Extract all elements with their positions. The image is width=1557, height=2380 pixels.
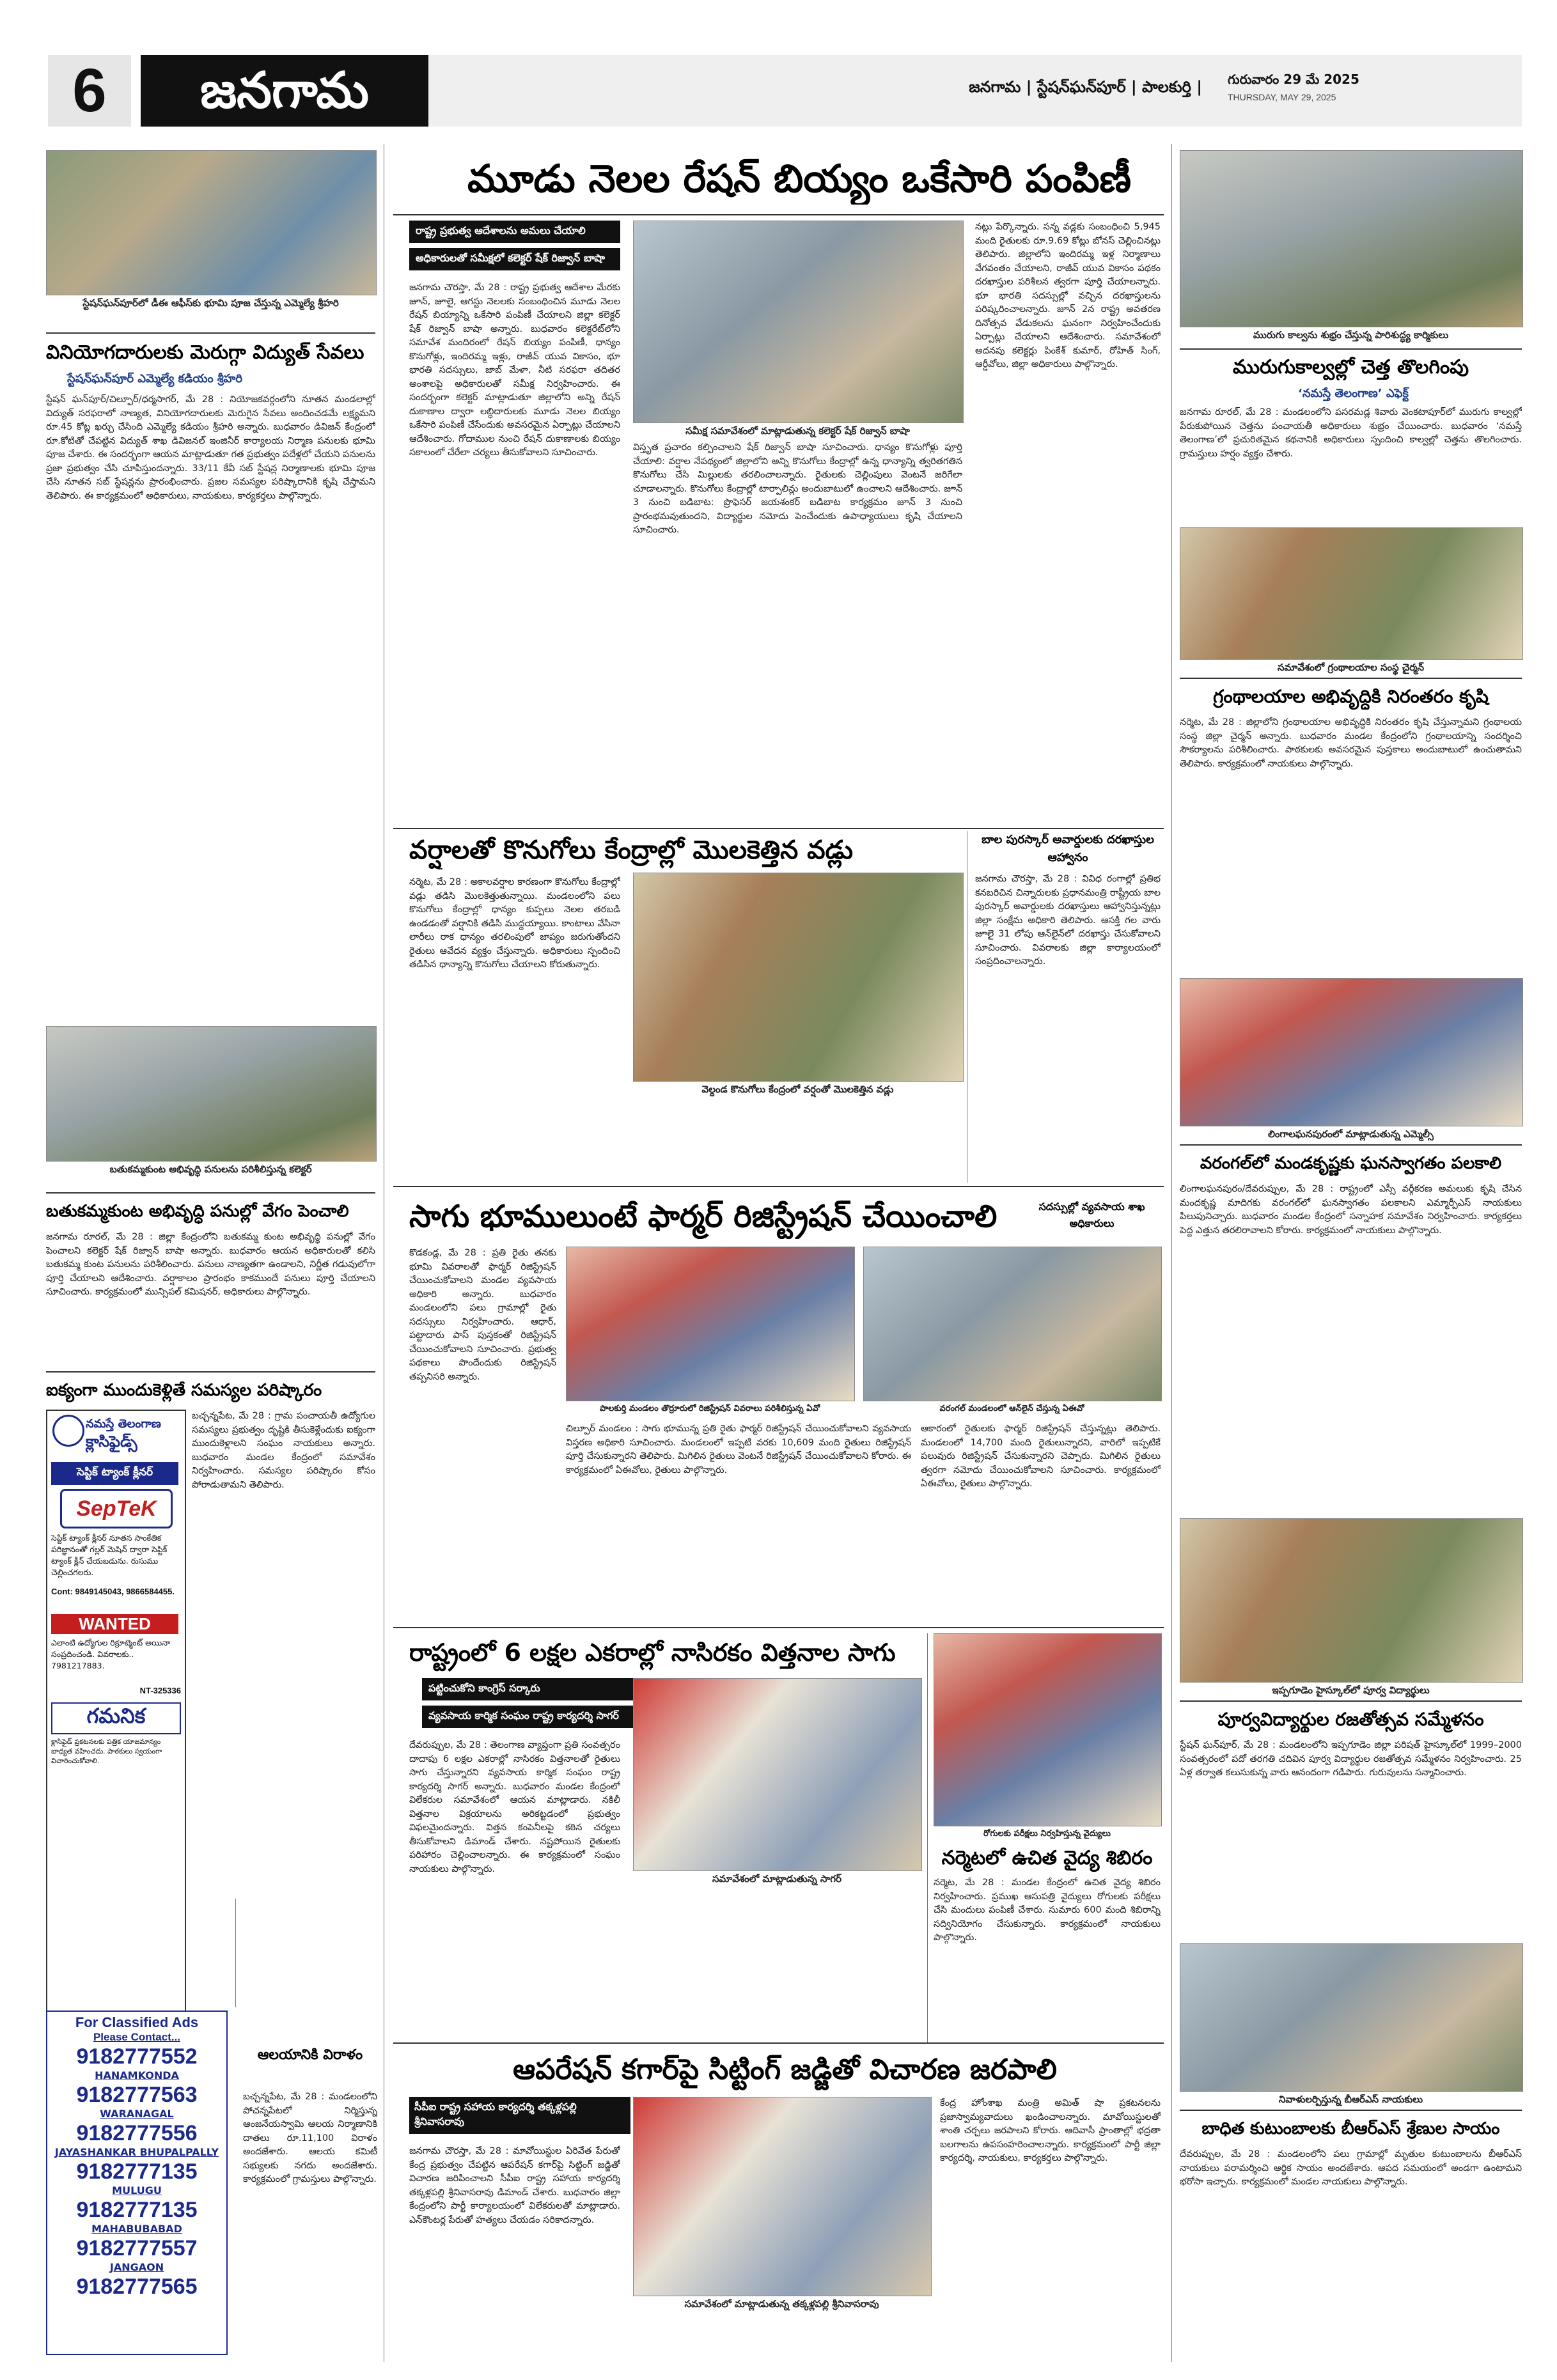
ad-phone[interactable]: 9182777135 — [76, 2159, 198, 2184]
divider — [393, 1627, 1164, 1628]
story-headline: గ్రంథాలయాల అభివృద్ధికి నిరంతరం కృషి — [1213, 686, 1489, 707]
photo-farmer-registration-1 — [566, 1247, 855, 1401]
ad-area: MAHABUBABAD — [91, 2223, 182, 2235]
ad-contact — [47, 2159, 226, 2197]
photo-health-camp — [934, 1633, 1162, 1826]
story-headline: రాష్ట్రంలో 6 లక్షల ఎకరాల్లో నాసిరకం విత్తనాల సాగు — [409, 1638, 896, 1667]
photo-library-meeting — [1180, 527, 1523, 660]
photo-caption: సమావేశంలో గ్రంథాలయాల సంస్థ చైర్మన్ — [1278, 662, 1424, 673]
story-headline: వరంగల్‌లో మండకృష్ణకు ఘనస్వాగతం పలకాలి — [1200, 1154, 1502, 1173]
photo-caption: రోగులకు పరీక్షలు నిర్వహిస్తున్న వైద్యులు — [983, 1829, 1111, 1839]
divider — [1180, 1144, 1522, 1146]
story-body: దేవరుప్పుల, మే 28 : మండలంలోని పలు గ్రామాల్లో మృతుల కుటుంబాలను బీఆర్‌ఎస్ నాయకులు పరామర్శించి ఆర్థిక సాయం అందజేశారు. ఆపద సమయంలో అండగా ఉంటామని భరోసా ఇచ్చారు. కార్యక్రమంలో మండల నాయకులు పాల్గొన్నారు. — [1180, 2149, 1522, 2187]
wanted-code: NT-325336 — [139, 1686, 181, 1695]
story-headline: ఆపరేషన్ కగార్‌పై సిట్టింగ్ జడ్జితో విచారణ జరపాలి — [513, 2053, 1057, 2086]
wanted-title: WANTED — [51, 1614, 178, 1634]
ads-title: For Classified Ads — [75, 2014, 199, 2030]
classified-block — [46, 1410, 186, 2051]
date-en: THURSDAY, MAY 29, 2025 — [1228, 92, 1336, 102]
ad-phone[interactable]: 9182777552 — [76, 2044, 198, 2069]
story-subhead: స్టేషన్‌ఘన్‌పూర్ ఎమ్మెల్యే కడియం శ్రీహరి — [67, 372, 243, 385]
story-body: జనగామ రూరల్, మే 28 : మండలంలోని పసరమడ్ల శివారు వెంకటాపూర్‌లో మురుగు కాల్వల్లో పేరుకుపోయిన చెత్తను పంచాయతీ అధికారులు శుభ్రం చేయించారు. బుధవారం ‘నమస్తే తెలంగాణ’లో ప్రచురితమైన కథనానికి అధికారులు స్పందించి కాల్వల్లో చెత్తను తొలగించారు. గ్రామస్తులు హర్షం వ్యక్తం చేశారు. — [1180, 407, 1522, 459]
page-title: జనగామ — [141, 55, 428, 127]
story-subhead: ‘నమస్తే తెలంగాణ’ ఎఫెక్ట్ — [1298, 387, 1409, 400]
story-body: బచ్చన్నపేట, మే 28 : మండలంలోని పోచన్నపేటలో నిర్మిస్తున్న ఆంజనేయస్వామి ఆలయ నిర్మాణానికి దాతలు రూ.11,100 విరాళం అందజేశారు. ఆలయ కమిటీ సభ్యులకు నగదు అందజేశారు. కార్యక్రమంలో గ్రామస్తులు పాల్గొన్నారు. — [243, 2092, 377, 2184]
state-bullet: పట్టించుకోని కాంగ్రెస్ సర్కారు — [422, 1678, 646, 1700]
wanted-text: ఎలాంటి ఉద్యోగుల రిక్రూట్మెంట్ అయినా సంప్రదించండి. వివరాలకు.. 7981217883. — [51, 1638, 171, 1670]
story-headline: వర్షాలతో కొనుగోలు కేంద్రాల్లో మొలకెత్తిన వడ్లు — [409, 836, 854, 865]
divider — [393, 2042, 1164, 2044]
story-body: లింగాలఘనపురం/దేవరుప్పుల, మే 28 : రాష్ట్రంలో ఎస్సీ వర్గీకరణ అమలుకు కృషి చేసిన మందకృష్ణ మాదిగకు వరంగల్‌లో ఘనస్వాగతం పలకాలని ఎమ్మార్పీఎస్ నాయకులు పిలుపునిచ్చారు. బుధవారం మండల కేంద్రంలో సన్నాహక సమావేశం నిర్వహించారు. కార్యకర్తలు పెద్ద ఎత్తున తరలిరావాలని కోరారు. కార్యక్రమంలో నాయకులు పాల్గొన్నారు. — [1180, 1184, 1522, 1236]
septic-text: సెప్టిక్ ట్యాంక్ క్లీనర్ నూతన సాంకేతిక పరిజ్ఞానంతో గల్లర్ మెషిన్ ద్వారా సెప్టిక్ ట్యాంక్ క్లీన్ చేయబడును. రుసుము చెల్లించగలరు. — [51, 1533, 168, 1577]
photo-de-office-bhumi-puja — [46, 150, 377, 295]
ad-contact — [47, 2044, 226, 2082]
divider — [1180, 1700, 1522, 1702]
ad-contact — [47, 2274, 226, 2299]
septek-logo — [60, 1489, 173, 1528]
ad-contact — [47, 2082, 226, 2120]
date-box — [1215, 55, 1522, 127]
divider — [1180, 678, 1522, 679]
classified-header: నమస్తే తెలంగాణ — [86, 1417, 161, 1431]
story-body: ఆకారంలో రైతులకు ఫార్మర్ రిజిస్ట్రేషన్ చేస్తున్నట్లు తెలిపారు. మండలంలో 14,700 మంది రైతులున్నారని, వారిలో ఇప్పటికే పలువురు రిజిస్ట్రేషన్ చేసుకున్నారని చెప్పారు. మిగిలిన రైతులు త్వరగా నమోదు చేయించుకోవాలని సూచించారు. కార్యక్రమంలో ఏఈవోలు, రైతులు పాల్గొన్నారు. — [921, 1424, 1161, 1489]
septic-title: సెప్టిక్ ట్యాంక్ క్లీనర్ — [51, 1462, 178, 1485]
divider — [393, 1186, 1164, 1187]
classified-ads-contacts — [46, 2011, 228, 2355]
state-bullets — [422, 1678, 646, 1728]
story-body: నర్మెట, మే 28 : జిల్లాలోని గ్రంథాలయాల అభివృద్ధికి నిరంతరం కృషి చేస్తున్నామని గ్రంథాలయ సంస్థ జిల్లా చైర్మన్ అన్నారు. బుధవారం మండల కేంద్రంలోని గ్రంథాలయాన్ని సందర్శించి సౌకర్యాలను పరిశీలించారు. పాఠకులకు అవసరమైన పుస్తకాలు అందుబాటులో ఉంచుతామని తెలిపారు. కార్యక్రమంలో నాయకులు పాల్గొన్నారు. — [1180, 717, 1522, 769]
column-divider — [235, 1899, 236, 2007]
page-number: 6 — [48, 55, 131, 127]
divider — [46, 332, 375, 334]
photo-caption: స్టేషన్‌ఘన్‌పూర్‌లో డీఈ ఆఫీస్‌కు భూమి పూజ చేస్తున్న ఎమ్మెల్యే శ్రీహరి — [82, 297, 339, 309]
divider — [393, 828, 1164, 829]
photo-caption: మురుగు కాల్వను శుభ్రం చేస్తున్న పారిశుద్ధ్య కార్మికులు — [1253, 329, 1449, 341]
classified-title: క్లాసిఫైడ్స్ — [86, 1433, 137, 1451]
ad-phone[interactable]: 9182777556 — [76, 2121, 198, 2145]
story-body: దేవరుప్పుల, మే 28 : తెలంగాణ వ్యాప్తంగా ప్రతి సంవత్సరం దాదాపు 6 లక్షల ఎకరాల్లో నాసిరకం విత్తనాలతో రైతులు సాగు చేస్తున్నారని వ్యవసాయ కార్మిక సంఘం రాష్ట్ర కార్యదర్శి సాగర్ అన్నారు. బుధవారం మండల కేంద్రంలో విలేకరుల సమావేశంలో ఆయన మాట్లాడారు. నకిలీ విత్తనాల విక్రయాలను అరికట్టడంలో ప్రభుత్వం విఫలమైందన్నారు. విత్తన కంపెనీలపై కఠిన చర్యలు తీసుకోవాలని డిమాండ్ చేశారు. నష్టపోయిన రైతులకు పరిహారం చెల్లించాలన్నారు. ఈ కార్యక్రమంలో సంఘం నాయకులు పాల్గొన్నారు. — [409, 1740, 620, 1874]
divider — [393, 214, 1164, 215]
story-body: బచ్చన్నపేట, మే 28 : గ్రామ పంచాయతీ ఉద్యోగుల సమస్యలు ప్రభుత్వం దృష్టికి తీసుకెళ్లేందుకు ఐక్యంగా ముందుకెళ్లాలని సంఘం నాయకులు అన్నారు. బుధవారం మండల కేంద్రంలో సమావేశం నిర్వహించారు. సమస్యల పరిష్కారం కోసం పోరాడుతామని తెలిపారు. — [192, 1411, 375, 1490]
lead-body-col2: విస్తృత ప్రచారం కల్పించాలని షేక్ రిజ్వాన్ బాషా సూచించారు. ధాన్యం కొనుగోళ్లు పూర్తి చేయాలి: వర్షాల నేపథ్యంలో జిల్లాలోని అన్ని కొనుగోలు కేంద్రాల్లో ఉన్న ధాన్యాన్ని త్వరితగతిన కొనుగోలు చేసి మిల్లులకు తరలించాలన్నారు. రైతులకు చెల్లింపులు వెంటనే జరిగేలా చూడాలన్నారు. కొనుగోలు కేంద్రాల్లో టార్పాలిన్లు అందుబాటులో ఉంచాలని ఆదేశించారు. జూన్ 3 నుంచి బడిబాట: ప్రొఫెసర్ జయశంకర్ బడిబాట కార్యక్రమం జూన్ 3 నుంచి ప్రారంభమవుతుందని, విద్యార్థుల నమోదు పెంచేందుకు ఉపాధ్యాయులు కృషి చేయాలని సూచించారు. — [633, 442, 962, 535]
story-headline: ఐక్యంగా ముందుకెళ్లితే సమస్యల పరిష్కారం — [46, 1381, 322, 1400]
lead-bullets — [409, 221, 620, 270]
story-body: జనగామ చౌరస్తా, మే 28 : మావోయిస్టుల ఏరివేత పేరుతో కేంద్ర ప్రభుత్వం చేపట్టిన ఆపరేషన్ కగార్‌పై సిట్టింగ్ జడ్జితో విచారణ జరిపించాలని సీపీఐ రాష్ట్ర సహాయ కార్యదర్శి తక్కళ్లపల్లి శ్రీనివాసరావు డిమాండ్ చేశారు. బుధవారం జిల్లా కేంద్రంలోని పార్టీ కార్యాలయంలో విలేకరులతో మాట్లాడారు. ఎన్‌కౌంటర్ల పేరుతో హత్యలు చేయడం సరికాదన్నారు. — [409, 2146, 620, 2225]
masthead — [35, 50, 1522, 133]
ad-area: WARANAGAL — [100, 2108, 174, 2120]
story-body: నర్మెట, మే 28 : మండల కేంద్రంలో ఉచిత వైద్య శిబిరం నిర్వహించారు. ప్రముఖ ఆసుపత్రి వైద్యులు రోగులకు పరీక్షలు చేసి మందులు పంపిణీ చేశారు. సుమారు 600 మంది శిబిరాన్ని సద్వినియోగం చేసుకున్నారు. కార్యక్రమంలో నాయకులు పాల్గొన్నారు. — [934, 1878, 1161, 1943]
notice-text: క్లాసిఫైడ్ ప్రకటనలకు పత్రిక యాజమాన్యం బాధ్యత వహించదు. పాఠకులు స్వయంగా విచారించుకోవాలి. — [51, 1738, 162, 1765]
date-te: గురువారం 29 మే 2025 — [1228, 72, 1359, 87]
lead-headline: మూడు నెలల రేషన్ బియ్యం ఒకేసారి పంపిణీ — [467, 157, 1132, 201]
ad-contact — [47, 2197, 226, 2236]
photo-caption: సమావేశంలో మాట్లాడుతున్న సాగర్ — [712, 1873, 841, 1885]
story-headline: బతుకమ్మకుంట అభివృద్ధి పనుల్లో వేగం పెంచాలి — [46, 1202, 349, 1221]
ad-area: HANAMKONDA — [95, 2069, 179, 2081]
column-divider — [927, 1633, 928, 2042]
story-body: నర్మెట, మే 28 : అకాలవర్షాల కారణంగా కొనుగోలు కేంద్రాల్లో వడ్లు తడిసి మొలకెత్తుతున్నాయి. మండలంలోని పలు కొనుగోలు కేంద్రాల్లో ధాన్యం కుప్పలు నెలల తరబడి ఉండడంతో వర్షానికి తడిసి ముద్దయ్యాయి. కాంటాలు వేసినా లారీలు రాక ధాన్యం తరలింపులో జాప్యం జరుగుతోందని రైతులు ఆవేదన వ్యక్తం చేస్తున్నారు. అధికారులు స్పందించి తడిసిన ధాన్యాన్ని కొనుగోలు చేయాలని కోరుతున్నారు. — [409, 877, 620, 970]
section-areas: జనగామ | స్టేషన్‌ఘన్‌పూర్ | పాలకుర్తి | — [428, 55, 1215, 127]
photo-sprouted-paddy — [633, 873, 964, 1082]
photo-drain-cleaning — [1180, 150, 1523, 327]
photo-bathukamma-kunta — [46, 1026, 377, 1162]
divider — [46, 1371, 375, 1373]
story-headline: మురుగుకాల్వల్లో చెత్త తొలగింపు — [1232, 356, 1469, 378]
ad-phone[interactable]: 9182777563 — [76, 2083, 198, 2107]
story-body: కొడకండ్ల, మే 28 : ప్రతి రైతు తనకు భూమి వివరాలతో ఫార్మర్ రిజిస్ట్రేషన్ చేయించుకోవాలని మండల వ్యవసాయ అధికారి అన్నారు. బుధవారం మండలంలోని పలు గ్రామాల్లో రైతు సదస్సులు నిర్వహించారు. ఆధార్, పట్టాదారు పాస్ పుస్తకంతో రిజిస్ట్రేషన్ చేయించుకోవాలని సూచించారు. ప్రభుత్వ పథకాలు పొందేందుకు రిజిస్ట్రేషన్ తప్పనిసరి అన్నారు. — [409, 1248, 556, 1382]
photo-farmer-registration-2 — [863, 1247, 1162, 1401]
photo-caption: నివాళులర్పిస్తున్న బీఆర్‌ఎస్ నాయకులు — [1278, 2094, 1423, 2105]
story-headline: సాగు భూములుంటే ఫార్మర్ రిజిస్ట్రేషన్ చేయించాలి — [409, 1199, 998, 1234]
story-body — [633, 1892, 921, 2039]
lead-body-col3: నట్లు పేర్కొన్నారు. సన్న వడ్లకు సంబంధించి 5,945 మంది రైతులకు రూ.9.69 కోట్లు బోనస్ చెల్లించినట్లు తెలిపారు. జిల్లాలోని ఇందిరమ్మ ఇళ్ల నిర్మాణాలు వేగవంతం చేయాలని, రాజీవ్ యువ వికాసం పథకం దరఖాస్తుల పరిశీలన త్వరగా పూర్తి చేయాలన్నారు. భూ భారతి సదస్సుల్లో వచ్చిన దరఖాస్తులను పరిష్కరించాలన్నారు. జూన్ 2న రాష్ట్ర అవతరణ దినోత్సవ వేడుకలను ఘనంగా నిర్వహించేందుకు ఏర్పాట్లు చేయాలని ఆదేశించారు. సమావేశంలో అదనపు కలెక్టర్లు పింకేశ్ కుమార్, రోహిత్ సింగ్, ఆర్డీవోలు, జిల్లా అధికారులు పాల్గొన్నారు. — [975, 222, 1161, 369]
ad-contact — [47, 2120, 226, 2159]
story-headline: పూర్వవిద్యార్థుల రజతోత్సవ సమ్మేళనం — [1217, 1709, 1484, 1730]
ad-area: JAYASHANKAR BHUPALPALLY — [54, 2146, 219, 2158]
story-headline: వినియోగదారులకు మెరుగ్గా విద్యుత్ సేవలు — [46, 341, 364, 364]
story-headline: నర్మెటలో ఉచిత వైద్య శిబిరం — [941, 1847, 1153, 1869]
photo-caption: వరంగల్ మండలంలో ఆన్‌లైన్ చేస్తున్న ఏఈవో — [939, 1404, 1084, 1413]
photo-caption: సమీక్ష సమావేశంలో మాట్లాడుతున్న కలెక్టర్ షేక్ రిజ్వాన్ బాషా — [685, 425, 910, 437]
story-body: స్టేషన్ ఘన్‌పూర్/చిల్పూర్/ధర్మసాగర్, మే 28 : నియోజకవర్గంలోని నూతన మండలాల్లో విద్యుత్ సరఫరాలో నాణ్యత, వినియోగదారులకు మెరుగైన సేవలు అందించడమే లక్ష్యమని రూ.45 కోట్ల ఖర్చు చేసింది ఎమ్మెల్యే కడియం శ్రీహరి అన్నారు. బుధవారం డివిజన్ కేంద్రంలో రూ.కోటితో చేపట్టిన విద్యుత్ శాఖ డివిజనల్ ఇంజినీర్ కార్యాలయ నిర్మాణ పనులకు భూమి పూజ చేశారు. ఈ సందర్భంగా ఆయన మాట్లాడుతూ గత ప్రభుత్వం పదేళ్లలో చేయని పనులను ప్రజా ప్రభుత్వం చేసి చూపిస్తుందన్నారు. 33/11 కేవీ సబ్ స్టేషన్ల నిర్మాణాలకు భూమి పూజ చేసి నూతన సబ్ స్టేషన్లను ప్రారంభించారు. ప్రజల సమస్యల పరిష్కారానికి కృషి చేస్తామని తెలిపారు. ఈ కార్యక్రమంలో అధికారులు, నాయకులు, కార్యకర్తలు పాల్గొన్నారు. — [46, 394, 375, 501]
story-headline: బాల పురస్కార్ అవార్డులకు దరఖాస్తుల ఆహ్వానం — [982, 833, 1154, 864]
photo-collector-review-meeting — [633, 221, 964, 423]
photo-caption: ఇప్పగూడెం హైస్కూల్‌లో పూర్వ విద్యార్థులు — [1272, 1684, 1430, 1696]
photo-caption: లింగాలఘనపురంలో మాట్లాడుతున్న ఎమ్మెల్సీ — [1267, 1128, 1434, 1140]
septek-brand: SepTeK — [76, 1497, 157, 1521]
photo-sagar-press-meet — [633, 1678, 922, 1871]
ads-subtitle: Please Contact... — [93, 2031, 181, 2043]
story-body: జనగామ రూరల్, మే 28 : జిల్లా కేంద్రంలోని బతుకమ్మ కుంట అభివృద్ధి పనుల్లో వేగం పెంచాలని కలెక్టర్ షేక్ రిజ్వాన్ బాషా అన్నారు. బుధవారం ఆయన అధికారులతో కలిసి బతుకమ్మ కుంట పనులను పరిశీలించారు. పనులు నాణ్యతగా ఉండాలని, నిర్ణీత గడువులోగా పూర్తి చేయాలని ఆదేశించారు. వర్షాకాలం ప్రారంభం కాకముందే పనులు పూర్తి చేయాలని సూచించారు. కార్యక్రమంలో మున్సిపల్ కమిషనర్, అధికారులు పాల్గొన్నారు. — [46, 1232, 375, 1297]
photo-caption: సమావేశంలో మాట్లాడుతున్న తక్కళ్లపల్లి శ్రీనివాసరావు — [684, 2298, 879, 2310]
story-body: స్టేషన్ ఘన్‌పూర్, మే 28 : మండలంలోని ఇప్పగూడెం జిల్లా పరిషత్ హైస్కూల్‌లో 1999–2000 సంవత్సరంలో పదో తరగతి చదివిన పూర్వ విద్యార్థుల రజతోత్సవ సమ్మేళనం నిర్వహించారు. 25 ఏళ్ల తర్వాత కలుసుకున్న వారు ఆనందంగా గడిపారు. గురువులను సన్మానించారు. — [1180, 1740, 1522, 1778]
story-body: చిల్పూర్ మండలం : సాగు భూమున్న ప్రతి రైతు ఫార్మర్ రిజిస్ట్రేషన్ చేయించుకోవాలని వ్యవసాయ విస్తరణ అధికారి సూచించారు. మండలంలో ఇప్పటి వరకు 10,609 మంది రైతులు రిజిస్ట్రేషన్ పూర్తి చేసుకున్నారని తెలిపారు. మిగిలిన రైతులు వెంటనే రిజిస్ట్రేషన్ చేయించుకోవాలని కోరారు. ఈ కార్యక్రమంలో ఏఈవోలు, రైతులు పాల్గొన్నారు. — [566, 1424, 911, 1475]
photo-caption: బతుకమ్మకుంట అభివృద్ధి పనులను పరిశీలిస్తున్న కలెక్టర్ — [109, 1163, 312, 1175]
divider — [46, 1192, 375, 1194]
state-bullet: వ్యవసాయ కార్మిక సంఘం రాష్ట్ర కార్యదర్శి సాగర్ — [422, 1706, 646, 1728]
notice-title: గమనిక — [51, 1702, 181, 1734]
lead-body-col1: జనగామ చౌరస్తా, మే 28 : రాష్ట్ర ప్రభుత్వ ఆదేశాల మేరకు జూన్, జూలై, ఆగస్టు నెలలకు సంబంధించిన మూడు నెలల రేషన్ బియ్యాన్ని ఒకేసారి పంపిణీ చేయాలని జిల్లా కలెక్టర్ షేక్ రిజ్వాన్ బాషా అన్నారు. బుధవారం కలెక్టరేట్‌లోని సమావేశ మందిరంలో రేషన్ బియ్యం పంపిణీ, ధాన్యం కొనుగోళ్లు, ఇందిరమ్మ ఇళ్లు, రాజీవ్ యువ వికాసం, భూ భారతి సదస్సులు, జాబ్ మేళా, నీటి సరఫరా తదితర అంశాలపై అధికారులతో సమీక్ష నిర్వహించారు. ఈ సందర్భంగా కలెక్టర్ మాట్లాడుతూ జిల్లాలోని అన్ని రేషన్ దుకాణాల ద్వారా లబ్ధిదారులకు మూడు నెలల బియ్యం ఒకేసారి పంపిణీ చేసేందుకు అవసరమైన ఏర్పాట్లు చేయాలని ఆదేశించారు. గోదాముల నుంచి రేషన్ దుకాణాలకు బియ్యం సకాలంలో చేరేలా చర్యలు తీసుకోవాలని సూచించారు. — [409, 283, 620, 458]
septic-contact: Cont: 9849145043, 9866584455. — [51, 1587, 175, 1596]
divider — [1180, 2110, 1522, 2111]
lead-bullet: రాష్ట్ర ప్రభుత్వ ఆదేశాలను అమలు చేయాలి — [409, 221, 620, 243]
lead-bullet: అధికారులతో సమీక్షలో కలెక్టర్ షేక్ రిజ్వాన్ బాషా — [409, 248, 620, 270]
story-headline: ఆలయానికి విరాళం — [257, 2047, 363, 2063]
photo-caption: వెల్దండ కొనుగోలు కేంద్రంలో వర్షంతో మొలకెత్తిన వడ్లు — [701, 1084, 894, 1095]
photo-lingalaghanapuram — [1180, 978, 1523, 1126]
ad-area: JANGAON — [109, 2261, 164, 2273]
ad-contact — [47, 2236, 226, 2274]
photo-caption: పాలకుర్తి మండలం తొర్రూరులో రిజిస్ట్రేషన్ వివరాలు పరిశీలిస్తున్న ఏవో — [599, 1404, 820, 1413]
story-headline: బాధిత కుటుంబాలకు బీఆర్‌ఎస్ శ్రేణుల సాయం — [1201, 2119, 1500, 2138]
ad-phone[interactable]: 9182777565 — [76, 2275, 198, 2299]
classified-logo-icon — [52, 1415, 84, 1447]
divider — [1180, 348, 1522, 350]
ad-area: MULUGU — [112, 2184, 162, 2197]
story-subhead: సీపీఐ రాష్ట్ర సహాయ కార్యదర్శి తక్కళ్లపల్లి శ్రీనివాసరావు — [409, 2097, 630, 2134]
story-body: కేంద్ర హోంశాఖ మంత్రి అమిత్ షా ప్రకటనలను ప్రజాస్వామ్యవాదులు ఖండించాలన్నారు. మావోయిస్టులతో శాంతి చర్చలు జరపాలని కోరారు. ఆదివాసీ ప్రాంతాల్లో భద్రతా బలగాలను ఉపసంహరించాలన్నారు. కార్యక్రమంలో పార్టీ జిల్లా కార్యదర్శి, నాయకులు, కార్యకర్తలు పాల్గొన్నారు. — [940, 2098, 1161, 2163]
story-body: జనగామ చౌరస్తా, మే 28 : వివిధ రంగాల్లో ప్రతిభ కనబరిచిన చిన్నారులకు ప్రధానమంత్రి రాష్ట్రీయ బాల పురస్కార్ అవార్డులకు దరఖాస్తులు ఆహ్వానిస్తున్నట్లు జిల్లా సంక్షేమ అధికారి తెలిపారు. ఆసక్తి గల వారు జూలై 31 లోపు ఆన్‌లైన్‌లో దరఖాస్తు చేసుకోవాలని సూచించారు. వివరాలకు జిల్లా కార్యాలయంలో సంప్రదించాలన్నారు. — [975, 874, 1161, 967]
ad-phone[interactable]: 9182777135 — [76, 2198, 198, 2222]
column-divider — [1171, 144, 1172, 2362]
photo-brs-tribute — [1180, 1943, 1523, 2092]
ad-phone[interactable]: 9182777557 — [76, 2236, 198, 2260]
photo-alumni-meet — [1180, 1518, 1523, 1683]
photo-cpi-press-meet — [633, 2097, 932, 2296]
story-tag: సదస్సుల్లో వ్యవసాయ శాఖ అధికారులు — [1038, 1201, 1145, 1229]
